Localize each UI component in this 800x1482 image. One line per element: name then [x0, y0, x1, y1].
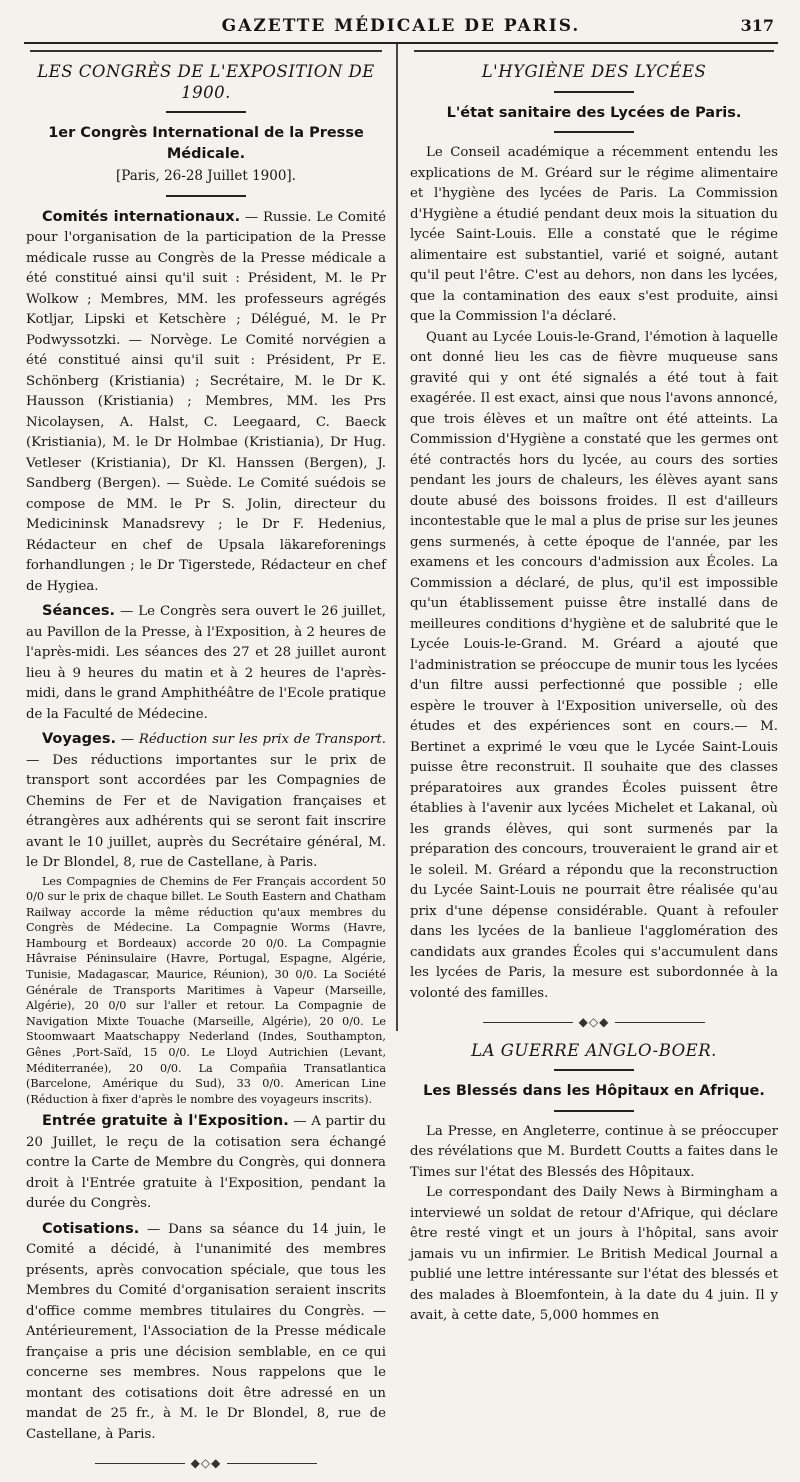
article-title-blesses: Les Blessés dans les Hôpitaux en Afrique.	[423, 1083, 765, 1099]
section-title-hygiene: L'HYGIÈNE DES LYCÉES	[481, 62, 707, 81]
section-rule	[554, 131, 634, 133]
cotisations-heading: Cotisations.	[42, 1220, 140, 1237]
page-header	[24, 10, 778, 44]
guerre-paragraph-2: Le correspondant des Daily News à Birmingham a interviewé un soldat de retour d'Afrique, qui déclare être resté vingt et un jours à l'hôpital, sans avoir jamais vu un infirmier. Le British Medical Journal a publié une lettre intéressante sur l'état des blessés et des malades à Bloemfontein, à la date du 4 juin. Il y avait, à cette date, 5,000 hommes en	[410, 1185, 778, 1323]
entree-heading: Entrée gratuite à l'Exposition.	[42, 1113, 289, 1130]
lycees-paragraph-1: Le Conseil académique a récemment entendu les explications de M. Gréard sur le régime alimentaire et l'hygiène des lycées de Paris. La Commission d'Hygiène a étudié pendant deux mois la situation du lycée Saint-Louis. Elle a constaté que le régime alimentaire est substantiel, varié et soigné, autant qu'il peut l'être. C'est au dehors, non dans les lycées, que la contamination des eaux s'est produite, ainsi que la Commission l'a déclaré.	[410, 145, 778, 324]
voyages-text: Des réductions importantes sur le prix de transport sont accordées par les Compagnies de Chemins de Fer et de Navigation françaises et étrangères aux adhérents qui se seront fait inscrire avant le 10 juillet, auprès du Secrétaire général, M. le Dr Blondel, 8, rue de Castellane, à Paris.	[26, 752, 386, 870]
comites-paragraph	[26, 207, 386, 598]
section-rule	[166, 111, 246, 113]
comites-heading: Comités internationaux.	[42, 208, 241, 225]
section-title-guerre: LA GUERRE ANGLO-BOER.	[471, 1040, 717, 1060]
section-rule	[554, 1110, 634, 1112]
congress-subtitle: [Paris, 26-28 Juillet 1900].	[116, 168, 296, 184]
left-column	[26, 50, 386, 1482]
comites-text: — Russie. Le Comité pour l'organisation de la participation de la Presse médicale russe au Congrès de la Presse médicale a été constitué ainsi qu'il suit : Président, M. le Pr Wolkow ; Membres, MM. les professeurs agrégés Kotljar, Lipski et Ketschère ; Délégué, M. le Pr Podwyssotzki. — Norvège. Le Comité norvégien a été constitué ainsi qu'il suit : Président, Pr E. Schönberg (Kristiania) ; Secrétaire, M. le Dr K. Hausson (Kristiania) ; Membres, MM. les Prs Nicolaysen, A. Halst, C. Leegaard, C. Baeck (Kristiania), M. le Dr Holmbae (Kristiania), Dr Hug. Vetleser (Kristiania), Dr Kl. Hanssen (Bergen), J. Sandberg (Bergen). — Suède. Le Comité suédois se compose de MM. le Pr S. Jolin, directeur du Medicininsk Manadsrevy ; le Dr F. Hedenius, Rédacteur en chef de Upsala läkareforenings forhandlungen ; le Dr Tigerstede, Rédacteur en chef de Hygiea.	[26, 209, 386, 594]
ornament-divider: ◆◇◆	[410, 1012, 778, 1033]
ornament-divider: ◆◇◆	[26, 1453, 386, 1474]
lycees-paragraph-2: Quant au Lycée Louis-le-Grand, l'émotion à laquelle ont donné lieu les cas de fièvre muqueuse sans gravité qui y ont été signalés a été tout à fait exagérée. Il est exact, ainsi que nous l'avons annoncé, que trois élèves et un maître ont été atteints. La Commission d'Hygiène a constaté que les germes ont été contractés hors du lycée, au cours des sorties pendant les jours de chaleurs, les élèves ayant sans doute abusé des boissons froides. Il est d'ailleurs incontestable que le mal a plus de prise sur les jeunes gens surmenés, à cette époque de l'année, par les examens et les concours d'admission aux Écoles. La Commission a déclaré, de plus, qu'il est impossible qu'un établissement puisse être installé dans de meilleures conditions d'hygiène et de salubrité que le Lycée Louis-le-Grand. M. Gréard a ajouté que l'administration se préoccupe de munir tous les lycées d'un filtre aussi perfectionné que possible ; elle espère le trouver à l'Exposition universelle, où des études et des expériences sont en cours.— M. Bertinet a exprimé le vœu que le Lycée Saint-Louis puisse être reconstruit. Il souhaite que des classes préparatoires aux grandes Écoles puissent être établies à l'avenir aux lycées Michelet et Lakanal, où les grands élèves, qui sont surmenés par la préparation des concours, trouveraient le grand air et le soleil. M. Gréard a répondu que la reconstruction du Lycée Saint-Louis ne pourrait être réalisée qu'au prix d'une dépense considérable. Quant à refouler dans les lycées de la banlieue l'agglomération des candidats aux grandes Écoles qui s'accumulent dans les lycées de Paris, la mesure est subordonnée à la volonté des familles.	[410, 329, 778, 1001]
page-number: 317	[740, 16, 774, 35]
seances-heading: Séances.	[42, 603, 115, 619]
guerre-paragraph-1: La Presse, en Angleterre, continue à se préoccuper des révélations que M. Burdett Coutts a faites dans le Times sur l'état des Blessés des Hôpitaux.	[410, 1123, 778, 1180]
right-column	[410, 50, 778, 1327]
voyages-details: Les Compagnies de Chemins de Fer Français accordent 50 0/0 sur le prix de chaque billet. Le South Eastern and Chatham Railway accorde la même réduction qu'aux membres du Congrès de Médecine. La Compagnie Worms (Havre, Hambourg et Bordeaux) accorde 20 0/0. La Compagnie Hâvraise Péninsulaire (Havre, Portugal, Espagne, Algérie, Tunisie, Madagascar, Maurice, Réunion), 30 0/0. La Société Générale de Transports Maritimes à Vapeur (Marseille, Algérie), 20 0/0 sur l'aller et retour. La Compagnie de Navigation Mixte Touache (Marseille, Algérie), 20 0/0. Le Stoomwaart Maatschappy Nederland (Indes, Southampton, Gênes ,Port-Saïd, 15 0/0. Le Lloyd Autrichien (Levant, Méditerranée), 20 0/0. La Compañia Transatlantica (Barcelone, Amérique du Sud), 33 0/0. American Line (Réduction à fixer d'après le nombre des voyageurs inscrits).	[26, 874, 386, 1106]
journal-title: GAZETTE MÉDICALE DE PARIS.	[221, 16, 581, 36]
cotisations-paragraph	[26, 1219, 386, 1446]
voyages-paragraph	[26, 729, 386, 874]
entree-text: — A partir du 20 Juillet, le reçu de la cotisation sera échangé contre la Carte de Membre du Congrès, qui donnera droit à l'Entrée gratuite à l'Exposition, pendant la durée du Congrès.	[26, 1114, 386, 1212]
entree-paragraph	[26, 1111, 386, 1215]
column-divider	[396, 44, 398, 1031]
voyages-subheading: — Réduction sur les prix de Transport. —	[26, 732, 386, 768]
congress-title: 1er Congrès International de la Presse Médicale.	[48, 125, 364, 162]
seances-paragraph	[26, 601, 386, 725]
article-title-lycees: L'état sanitaire des Lycées de Paris.	[446, 104, 742, 121]
section-title-congres: LES CONGRÈS DE L'EXPOSITION DE 1900.	[37, 62, 375, 102]
section-rule	[166, 195, 246, 197]
seances-text: — Le Congrès sera ouvert le 26 juillet, au Pavillon de la Presse, à l'Exposition, à 2 heures de l'après-midi. Les séances des 27 et 28 juillet auront lieu à 9 heures du matin et à 2 heures de l'après-midi, dans le grand Amphithéâtre de l'Ecole pratique de la Faculté de Médecine.	[26, 604, 386, 722]
section-rule	[554, 91, 634, 93]
right-section-header	[414, 50, 774, 83]
voyages-heading: Voyages.	[42, 731, 116, 747]
left-section-header	[30, 50, 382, 103]
cotisations-text: — Dans sa séance du 14 juin, le Comité a décidé, à l'unanimité des membres présents, après convocation spéciale, que tous les Membres du Comité d'organisation seraient inscrits d'office comme membres titulaires du Congrès. — Antérieurement, l'Association de la Presse médicale française a pris une décision semblable, en ce qui concerne ses membres. Nous rappelons que le montant des cotisations doit être adressé en un mandat de 25 fr., à M. le Dr Blondel, 8, rue de Castellane, à Paris.	[26, 1221, 386, 1442]
section-rule	[554, 1069, 634, 1071]
